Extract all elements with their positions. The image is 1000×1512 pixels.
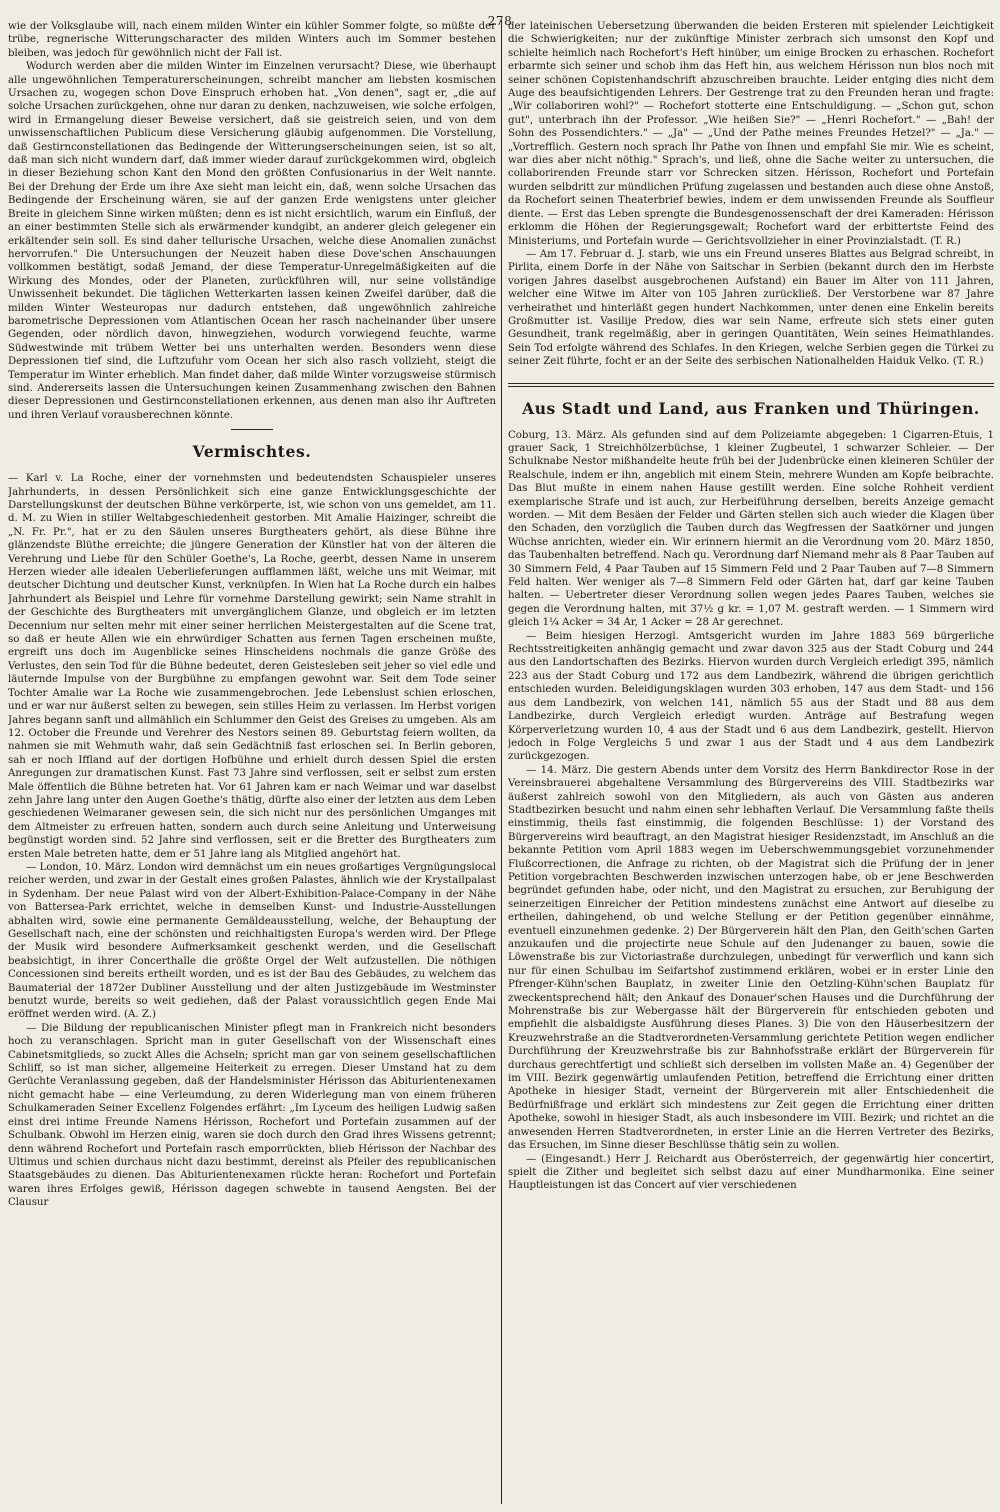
section-heading-local-news: Aus Stadt und Land, aus Franken und Thüringen. [522, 398, 980, 418]
page-number: 278 [487, 14, 513, 28]
column-divider [501, 20, 502, 1504]
article-zither-concert: — (Eingesandt.) Herr J. Reichardt aus Oberösterreich, der gegenwärtig hier concertirt, spielt die Zither und begleitet sich selbst dazu auf einer Mundharmonika. Eine seiner Hauptleistungen ist das Concert auf vier verschiedenen [508, 1153, 994, 1192]
section-heading-miscellaneous: Vermischtes. [192, 442, 312, 462]
article-french-ministers: — Die Bildung der republicanischen Minister pflegt man in Frankreich nicht besonders hoch zu veranschlagen. Spricht man in guter Gesellschaft von der Wissenschaft eines Cabinetsmitglieds, so zuckt Alles die Achseln; spricht man gar von seinem gesellschaftlichen Schliff, so ist man sicher, allgemeine Heiterkeit zu erregen. Dieser Umstand hat zu dem Gerüchte Veranlassung gegeben, daß der Handelsminister Hérisson das Abiturientenexamen nicht gemacht habe — eine Verleumdung, zu deren Widerlegung man von einem früheren Schulkameraden Seiner Excellenz Folgendes erfährt: „Im Lyceum des heiligen Ludwig saßen einst drei intime Freunde Namens Hérisson, Rochefort und Portefain zusammen auf der Schulbank. Obwohl im Herzen einig, waren sie doch durch den Grad ihres Wissens getrennt; denn während Rochefort und Portefain rasch emporrückten, blieb Hérisson der Nachbar des Ultimus und schien durchaus nicht dazu bestimmt, dereinst als Pfeiler des republicanischen Staatsgebäudes zu dienen. Das Abiturientenexamen rückte heran: Rochefort und Portefain waren ihres Erfolges gewiß, Hérisson dagegen schwebte in tausend Aengsten. Bei der Clausur [8, 1022, 496, 1209]
article-london-palace: — London, 10. März. London wird demnächst um ein neues großartiges Vergnügungslocal reicher werden, und zwar in der Gestalt eines großen Palastes, ähnlich wie der Krystallpalast in Sydenham. Der neue Palast wird von der Albert-Exhibition-Palace-Company in der Nähe von Battersea-Park errichtet, welche in demselben Kunst- und Industrie-Ausstellungen abhalten wird, sowie eine permanente Gemäldeausstellung, welche, der Behauptung der Gesellschaft nach, eine der schönsten und reichhaltigsten Europa's werden wird. Der Pflege der Musik wird besondere Aufmerksamkeit geschenkt werden, und die Gesellschaft beabsichtigt, in ihrer Concerthalle die größte Orgel der Welt aufzustellen. Die nöthigen Concessionen sind bereits ertheilt worden, und es ist der Bau des Gebäudes, zu welchem das Baumaterial der 1872er Dubliner Ausstellung und der alten Justizgebäude im Westminster benutzt wurde, bereits so weit gediehen, daß der Palast voraussichtlich gegen Ende Mai eröffnet werden wird. (A. Z.) [8, 861, 496, 1021]
article-coburg-police: Coburg, 13. März. Als gefunden sind auf dem Polizeiamte abgegeben: 1 Cigarren-Etuis, 1 grauer Sack, 1 Streichhölzerbüchse, 1 kleiner Zugbeutel, 1 schwarzer Schleier. — Der Schulknabe Nestor mißhandelte heute früh bei der Judenbrücke einen kleineren Schüler der Realschule, indem er ihn, angeblich mit einem Stein, mehrere Wunden am Kopfe beibrachte. Das Blut mußte in einem nahen Hause gestillt werden. Eine solche Rohheit verdient exemplarische Strafe und ist auch, zur Herbeiführung derselben, bereits Anzeige gemacht worden. — Mit dem Besäen der Felder und Gärten stellen sich auch wieder die Klagen über den Schaden, den vorzüglich die Tauben durch das Wegfressen der Saatkörner und jungen Wüchse anrichten, wieder ein. Wir erinnern hiermit an die Verordnung vom 20. März 1850, das Taubenhalten betreffend. Nach qu. Verordnung darf Niemand mehr als 8 Paar Tauben auf 30 Simmern Feld, 4 Paar Tauben auf 15 Simmern Feld und 2 Paar Tauben auf 7—8 Simmern Feld halten. Wer weniger als 7—8 Simmern Feld oder Gärten hat, darf gar keine Tauben halten. — Uebertreter dieser Verordnung sollen wegen jedes Paares Tauben, welches sie gegen die Verordnung halten, mit 37½ g kr. = 1,07 M. gestraft werden. — 1 Simmern wird gleich 1¼ Acker = 34 Ar, 1 Acker = 28 Ar gerechnet. [508, 429, 994, 629]
section-divider [231, 429, 273, 430]
article-serbian-centenarian: — Am 17. Februar d. J. starb, wie uns ein Freund unseres Blattes aus Belgrad schreibt, in Pirlita, einem Dorfe in der Nähe von Saitschar in Serbien (bekannt durch den im Herbste vorigen Jahres daselbst ausgebrochenen Aufstand) ein Bauer im Alter von 111 Jahren, welcher eine Witwe im Alter von 105 Jahren zurückließ. Der Verstorbene war 87 Jahre verheirathet und hinterläßt gegen hundert Nachkommen, unter denen eine Enkelin bereits Großmutter ist. Vasilije Predow, dies war sein Name, erfreute sich stets einer guten Gesundheit, trank regelmäßig, aber in geringen Quantitäten, Wein seines Heimathlandes. Sein Tod erfolgte während des Schlafes. In den Kriegen, welche Serbien gegen die Türkei zu seiner Zeit führte, focht er an der Seite des serbischen Nationalhelden Haiduk Velko. (T. R.) [508, 248, 994, 368]
article-french-ministers-continuation: der lateinischen Uebersetzung überwanden die beiden Ersteren mit spielender Leichtigkeit die Schwierigkeiten; nur der zukünftige Minister zerbrach sich umsonst den Kopf und schielte heimlich nach Rochefort's Heft hinüber, um einige Brocken zu erhaschen. Rochefort erbarmte sich seiner und schob ihm das Heft hin, aus welchem Hérisson nun blos noch mit seiner schönen Copistenhandschrift abzuschreiben brauchte. Leider entging dies nicht dem Auge des beaufsichtigenden Lehrers. Der Gestrenge trat zu den Freunden heran und fragte: „Wir collaboriren wohl?" — Rochefort stotterte eine Entschuldigung. — „Schon gut, schon gut", unterbrach ihn der Professor. „Wie heißen Sie?" — „Henri Rochefort." — „Bah! der Sohn des Possendichters." — „Ja" — „Und der Pathe meines Freundes Hetzel?" — „Ja." — „Vortrefflich. Gestern noch sprach Ihr Pathe von Ihnen und empfahl Sie mir. Wie es scheint, war dies aber nicht nöthig." Sprach's, und ließ, ohne die Sache weiter zu untersuchen, die collaborirenden Freunde starr vor Schrecken sitzen. Hérisson, Rochefort und Portefain wurden selbdritt zur mündlichen Prüfung zugelassen und bestanden auch diese ohne Anstoß, da Rochefort seinen Theaterbrief bewies, indem er dem unwissenden Freunde als Souffleur diente. — Erst das Leben sprengte die Bundesgenossenschaft der drei Kameraden: Hérisson erklomm die Höhen der Regierungsgewalt; Rochefort ward der erbittertste Feind des Ministeriums, und Portefain wurde — Gerichtsvollzieher in einer Provinzialstadt. (T. R.) [508, 21, 994, 247]
section-divider-double [508, 383, 994, 387]
article-citizens-association: — 14. März. Die gestern Abends unter dem Vorsitz des Herrn Bankdirector Rose in der Vereinsbrauerei abgehaltene Versammlung des Bürgervereins des VIII. Stadtbezirks war äußerst zahlreich sowohl von den Mitgliedern, als auch von Gästen aus anderen Stadtbezirken besucht und nahm einen sehr lebhaften Verlauf. Die Versammlung faßte theils einstimmig, theils fast einstimmig, die folgenden Beschlüsse: 1) der Vorstand des Bürgervereins wird beauftragt, an den Magistrat hiesiger Residenzstadt, im Anschluß an die bekannte Petition vom April 1883 wegen im Ueberschwemmungsgebiet vorzunehmender Flußcorrectionen, die Anfrage zu richten, ob der Magistrat sich die Prüfung der in jener Petition vorgebrachten Beschwerden inzwischen unterzogen habe, ob er jene Beschwerden begründet gefunden habe, oder nicht, und den Magistrat zu ersuchen, zur Beruhigung der seinerzeitigen Einreicher der Petition mindestens zunächst eine Antwort auf dieselbe zu ertheilen, dahingehend, ob und welche Stellung er der Petition gegenüber einnähme, eventuell einzunehmen gedenke. 2) Der Bürgerverein hält den Plan, den Geith'schen Garten anzukaufen und die projectirte neue Schule auf den Judenanger zu bauen, sowie die Löwenstraße bis zur Victoriastraße durchzulegen, unbedingt für verwerflich und kann sich nur für einen Schulbau im Seifartshof zustimmend erklären, wobei er in erster Linie den Pfrenger-Kühn'schen Bauplatz, in zweiter Linie den Oetzling-Kühn'schen Bauplatz für zweckentsprechend hält; den Ankauf des Donauer'schen Hauses und die Durchführung der Mohrenstraße bis zur Webergasse hält der Bürgerverein für entschieden geboten und empfiehlt die alsbaldigste Ausführung dieses Planes. 3) Die von den Häuserbesitzern der Kreuzwehrstraße an die Stadtverordneten-Versammlung gerichtete Petition wegen endlicher Durchführung der Kreuzwehrstraße bis zur Bahnhofsstraße erklärt der Bürgerverein für durchaus gerechtfertigt und schließt sich derselben im vollsten Maße an. 4) Gegenüber der im VIII. Bezirk gegenwärtig umlaufenden Petition, betreffend die Errichtung einer dritten Apotheke in hiesiger Stadt, verneint der Bürgerverein mit aller Entschiedenheit die Bedürfnißfrage und erklärt sich mindestens zur Zeit gegen die Errichtung einer dritten Apotheke, sowohl in hiesiger Stadt, als auch insbesondere im VIII. Bezirk; und richtet an die anwesenden Herren Stadtverordneten, in erster Linie an die Herren Vertreter des Bezirks, das Ersuchen, im Sinne dieser Beschlüsse thätig sein zu wollen. [508, 764, 994, 1152]
weather-article-body: Wodurch werden aber die milden Winter im Einzelnen verursacht? Diese, wie überhaupt alle ungewöhnlichen Temperaturerscheinungen, schreibt mancher am liebsten kosmischen Ursachen zu, wogegen schon Dove Einspruch erhoben hat. „Von denen", sagt er, „die auf solche Ursachen zurückgehen, ohne nur daran zu denken, nachzuweisen, wie solche erfolgen, wird in Ermangelung dieser Beweise versichert, daß sie geistreich seien, und von dem unwissenschaftlichen Publicum diese Versicherung gläubig aufgenommen. Die Vorstellung, daß Gestirnconstellationen das Bedingende der Witterungserscheinungen seien, ist so alt, daß man sich nicht wundern darf, daß immer wieder darauf zurückgekommen wird, obgleich in dieser Beziehung schon Kant den Mond den größten Confusionarius in der Welt nannte. Bei der Drehung der Erde um ihre Axe sieht man leicht ein, daß, wenn solche Ursachen das Bedingende der Erscheinung wären, sie auf der ganzen Erde wenigstens unter gleicher Breite in gleichem Sinne wirken müßten; denn es ist nicht ersichtlich, warum ein Einfluß, der an einer bestimmten Stelle sich als erwärmender kundgibt, an anderer gleich gelegener ein erkältender sein soll. Es sind daher tellurische Ursachen, welche diese Anomalien zunächst hervorrufen." Die Untersuchungen der Neuzeit haben diese Dove'schen Anschauungen vollkommen bestätigt, sodaß Jemand, der diese Temperatur-Unregelmäßigkeiten auf die Wirkung des Mondes, oder der Planeten, zurückführen will, nur seine vollständige Unwissenheit bekundet. Die täglichen Wetterkarten lassen keinen Zweifel darüber, daß die milden Winter Westeuropas nur dadurch entstehen, daß ungewöhnlich zahlreiche barometrische Depressionen vom Atlantischen Ocean her rasch nacheinander über unsere Gegenden, oder nördlich davon, hinwegziehen, wodurch vorwiegend feuchte, warme Südwestwinde mit trübem Wetter bei uns unterhalten werden. Besonders wenn diese Depressionen tief sind, die Luftzufuhr vom Ocean her sich also rasch vollzieht, steigt die Temperatur im Winter erheblich. Man findet daher, daß milde Winter vorzugsweise stürmisch sind. Andererseits lassen die Untersuchungen keinen Zusammenhang zwischen den Bahnen dieser Depressionen und Gestirnconstellationen erkennen, aus denen man also ihr Auftreten und ihren Verlauf vorausberechnen könnte. [8, 61, 496, 421]
right-column [508, 20, 994, 1508]
left-column [8, 20, 496, 1508]
weather-article-continuation: wie der Volksglaube will, nach einem milden Winter ein kühler Sommer folgte, so müßte der trübe, regnerische Witterungscharacter des milden Winters auch im Sommer bestehen bleiben, was jedoch für gewöhnlich nicht der Fall ist. [8, 21, 496, 59]
article-la-roche: — Karl v. La Roche, einer der vornehmsten und bedeutendsten Schauspieler unseres Jahrhunderts, in dessen Persönlichkeit sich eine ganze Entwicklungsgeschichte der Darstellungskunst der deutschen Bühne verkörperte, ist, wie schon von uns gemeldet, am 11. d. M. zu Wien in stiller Weltabgeschiedenheit gestorben. Mit Amalie Haizinger, schreibt die „N. Fr. Pr.", hat er zu den Säulen unseres Burgtheaters gehört, als diese Bühne ihre glänzendste Blüthe erreichte; die jüngere Generation der Künstler hat von der älteren die Verehrung und Liebe für den Schüler Goethe's, La Roche, geerbt, dessen Name in unserem Herzen wieder alle idealen Ueberlieferungen aufflammen läßt, welche uns mit Weimar, mit deutscher Dichtung und deutscher Kunst, verknüpfen. In Wien hat La Roche durch ein halbes Jahrhundert als Beispiel und Lehre für vornehme Darstellung gewirkt; sein Name strahlt in der Geschichte des Burgtheaters mit unvergänglichem Glanze, und obgleich er im letzten Decennium nur selten mehr mit einer seiner herrlichen Meistergestalten auf die Scene trat, so daß er heute Allen wie ein ehrwürdiger Schatten aus fernen Tagen erscheinen mußte, ergreift uns doch im Augenblicke seines Hinscheidens nochmals die ganze Größe des Verlustes, den sein Tod für die Bühne bedeutet, deren Geistesleben seit jeher so viel edle und läuternde Impulse von der Burgbühne zu empfangen gewohnt war. Seit dem Tode seiner Tochter Amalie war La Roche wie zusammengebrochen. Jede Lebenslust schien erloschen, und er war nur äußerst selten zu bewegen, sein stilles Heim zu verlassen. Im Herbst vorigen Jahres begann sanft und allmählich ein Schlummer den Geist des Greises zu umgeben. Als am 12. October die Freunde und Verehrer des Nestors seinen 89. Geburtstag feiern wollten, da nahmen sie mit Wehmuth wahr, daß sein Gedächtniß fast erloschen sei. In Berlin geboren, sah er noch Iffland auf der dortigen Hofbühne und erhielt durch dessen Spiel die ersten Anregungen zur dramatischen Kunst. Fast 73 Jahre sind verflossen, seit er selbst zum ersten Male öffentlich die Bühne betreten hat. Vor 61 Jahren kam er nach Weimar und war daselbst zehn Jahre lang unter den Augen Goethe's thätig, dürfte also einer der letzten aus dem Leben geschiedenen Weimaraner gewesen sein, die sich nicht nur des persönlichen Umganges mit dem Altmeister zu erfreuen hatten, sondern auch durch seine Anleitung und Unterweisung begünstigt worden sind. 52 Jahre sind verflossen, seit er die Bretter des Burgtheaters zum ersten Male betreten hatte, dem er 51 Jahre lang als Mitglied angehört hat. [8, 473, 496, 860]
article-court-statistics: — Beim hiesigen Herzogl. Amtsgericht wurden im Jahre 1883 569 bürgerliche Rechtsstreitigkeiten anhängig gemacht und zwar davon 325 aus der Stadt Coburg und 244 aus den Landortschaften des Bezirks. Hiervon wurden durch Vergleich erledigt 395, nämlich 223 aus der Stadt Coburg und 172 aus dem Landbezirk, während die übrigen gerichtlich entschieden wurden. Beleidigungsklagen wurden 303 erhoben, 147 aus dem Stadt- und 156 aus dem Landbezirk, von welchen 141, nämlich 55 aus der Stadt und 88 aus dem Landbezirke, durch Vergleich erledigt wurden. Anträge auf Bestrafung wegen Körperverletzung wurden 10, 4 aus der Stadt und 6 aus dem Landbezirk, gestellt. Hiervon jedoch in Folge Vergleichs 5 und zwar 1 aus der Stadt und 4 aus dem Landbezirk zurückgezogen. [508, 630, 994, 763]
